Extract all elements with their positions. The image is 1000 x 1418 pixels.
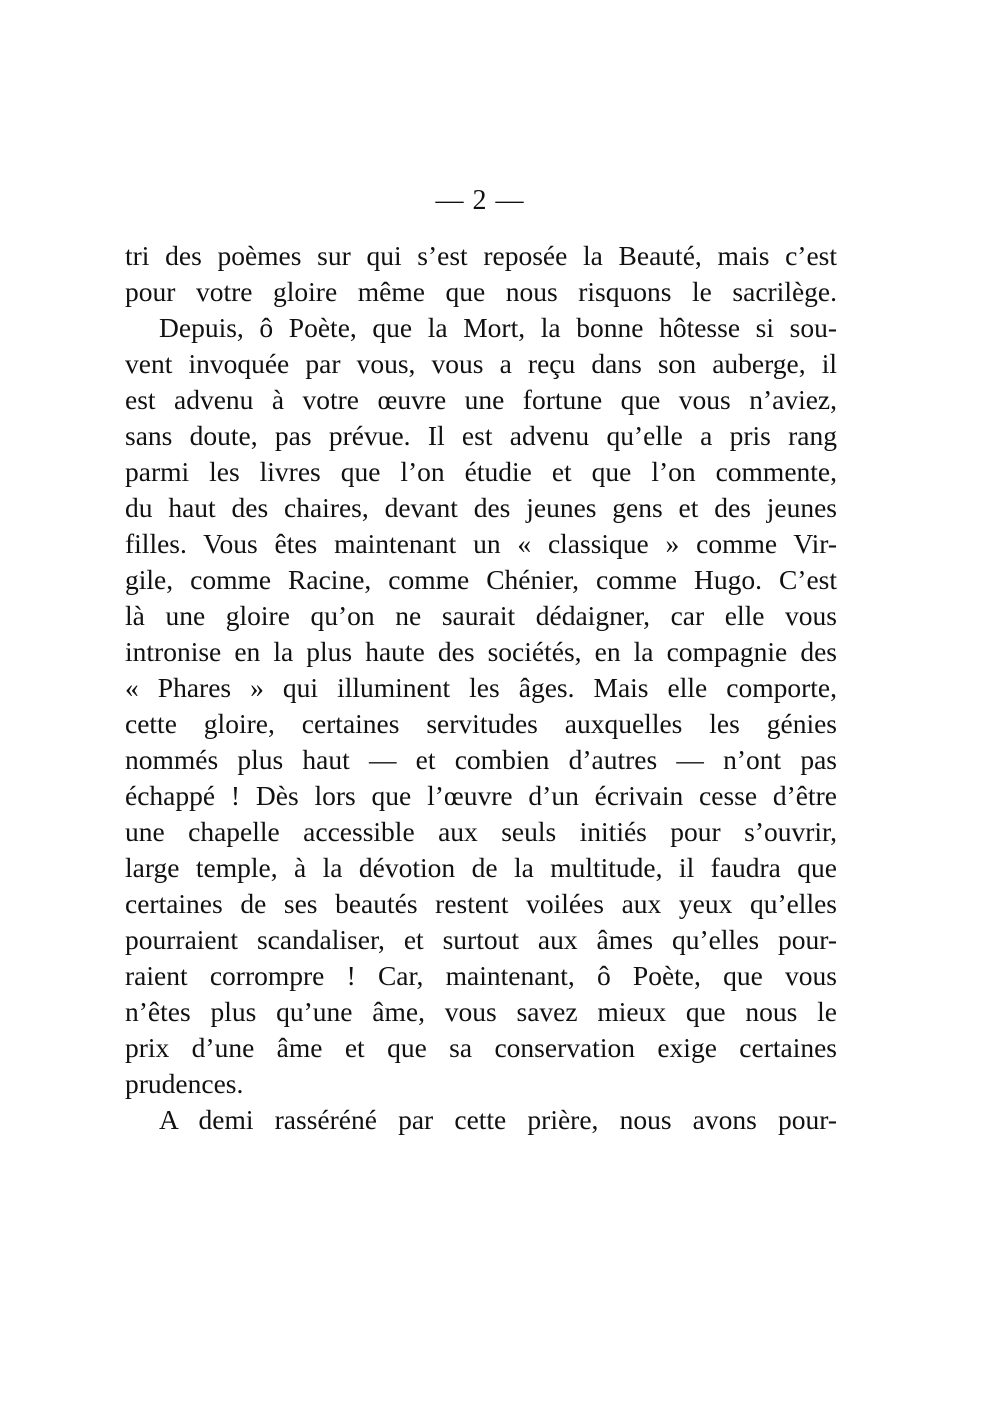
text-line: intronise en la plus haute des sociétés, en la compagnie des	[125, 636, 837, 667]
text-line: parmi les livres que l’on étudie et que l’on commente,	[125, 456, 837, 487]
text-line: pour votre gloire même que nous risquons le sacrilège.	[125, 276, 837, 307]
text-line: large temple, à la dévotion de la multitude, il faudra que	[125, 852, 837, 883]
text-line: est advenu à votre œuvre une fortune que vous n’aviez,	[125, 384, 837, 415]
text-line: certaines de ses beautés restent voilées aux yeux qu’elles	[125, 888, 837, 919]
text-line: nommés plus haut — et combien d’autres — n’ont pas	[125, 744, 837, 775]
text-line: cette gloire, certaines servitudes auxquelles les génies	[125, 708, 837, 739]
text-line: pourraient scandaliser, et surtout aux âmes qu’elles pour-	[125, 924, 837, 955]
text-line: raient corrompre ! Car, maintenant, ô Poète, que vous	[125, 960, 837, 991]
text-line: prix d’une âme et que sa conservation exige certaines	[125, 1032, 837, 1063]
text-line: du haut des chaires, devant des jeunes gens et des jeunes	[125, 492, 837, 523]
text-line: vent invoquée par vous, vous a reçu dans son auberge, il	[125, 348, 837, 379]
text-line: A demi rasséréné par cette prière, nous avons pour-	[159, 1104, 837, 1135]
text-line: prudences.	[125, 1068, 244, 1099]
text-line: n’êtes plus qu’une âme, vous savez mieux que nous le	[125, 996, 837, 1027]
page-number: — 2 —	[435, 185, 525, 216]
text-line: là une gloire qu’on ne saurait dédaigner, car elle vous	[125, 600, 837, 631]
text-line: filles. Vous êtes maintenant un « classique » comme Vir-	[125, 528, 837, 559]
body-text	[125, 238, 837, 1138]
text-line: échappé ! Dès lors que l’œuvre d’un écrivain cesse d’être	[125, 780, 837, 811]
text-line: une chapelle accessible aux seuls initiés pour s’ouvrir,	[125, 816, 837, 847]
text-line: sans doute, pas prévue. Il est advenu qu’elle a pris rang	[125, 420, 837, 451]
text-line: Depuis, ô Poète, que la Mort, la bonne hôtesse si sou-	[159, 312, 837, 343]
text-line: « Phares » qui illuminent les âges. Mais elle comporte,	[125, 672, 837, 703]
text-line: tri des poèmes sur qui s’est reposée la Beauté, mais c’est	[125, 240, 837, 271]
text-line: gile, comme Racine, comme Chénier, comme Hugo. C’est	[125, 564, 837, 595]
